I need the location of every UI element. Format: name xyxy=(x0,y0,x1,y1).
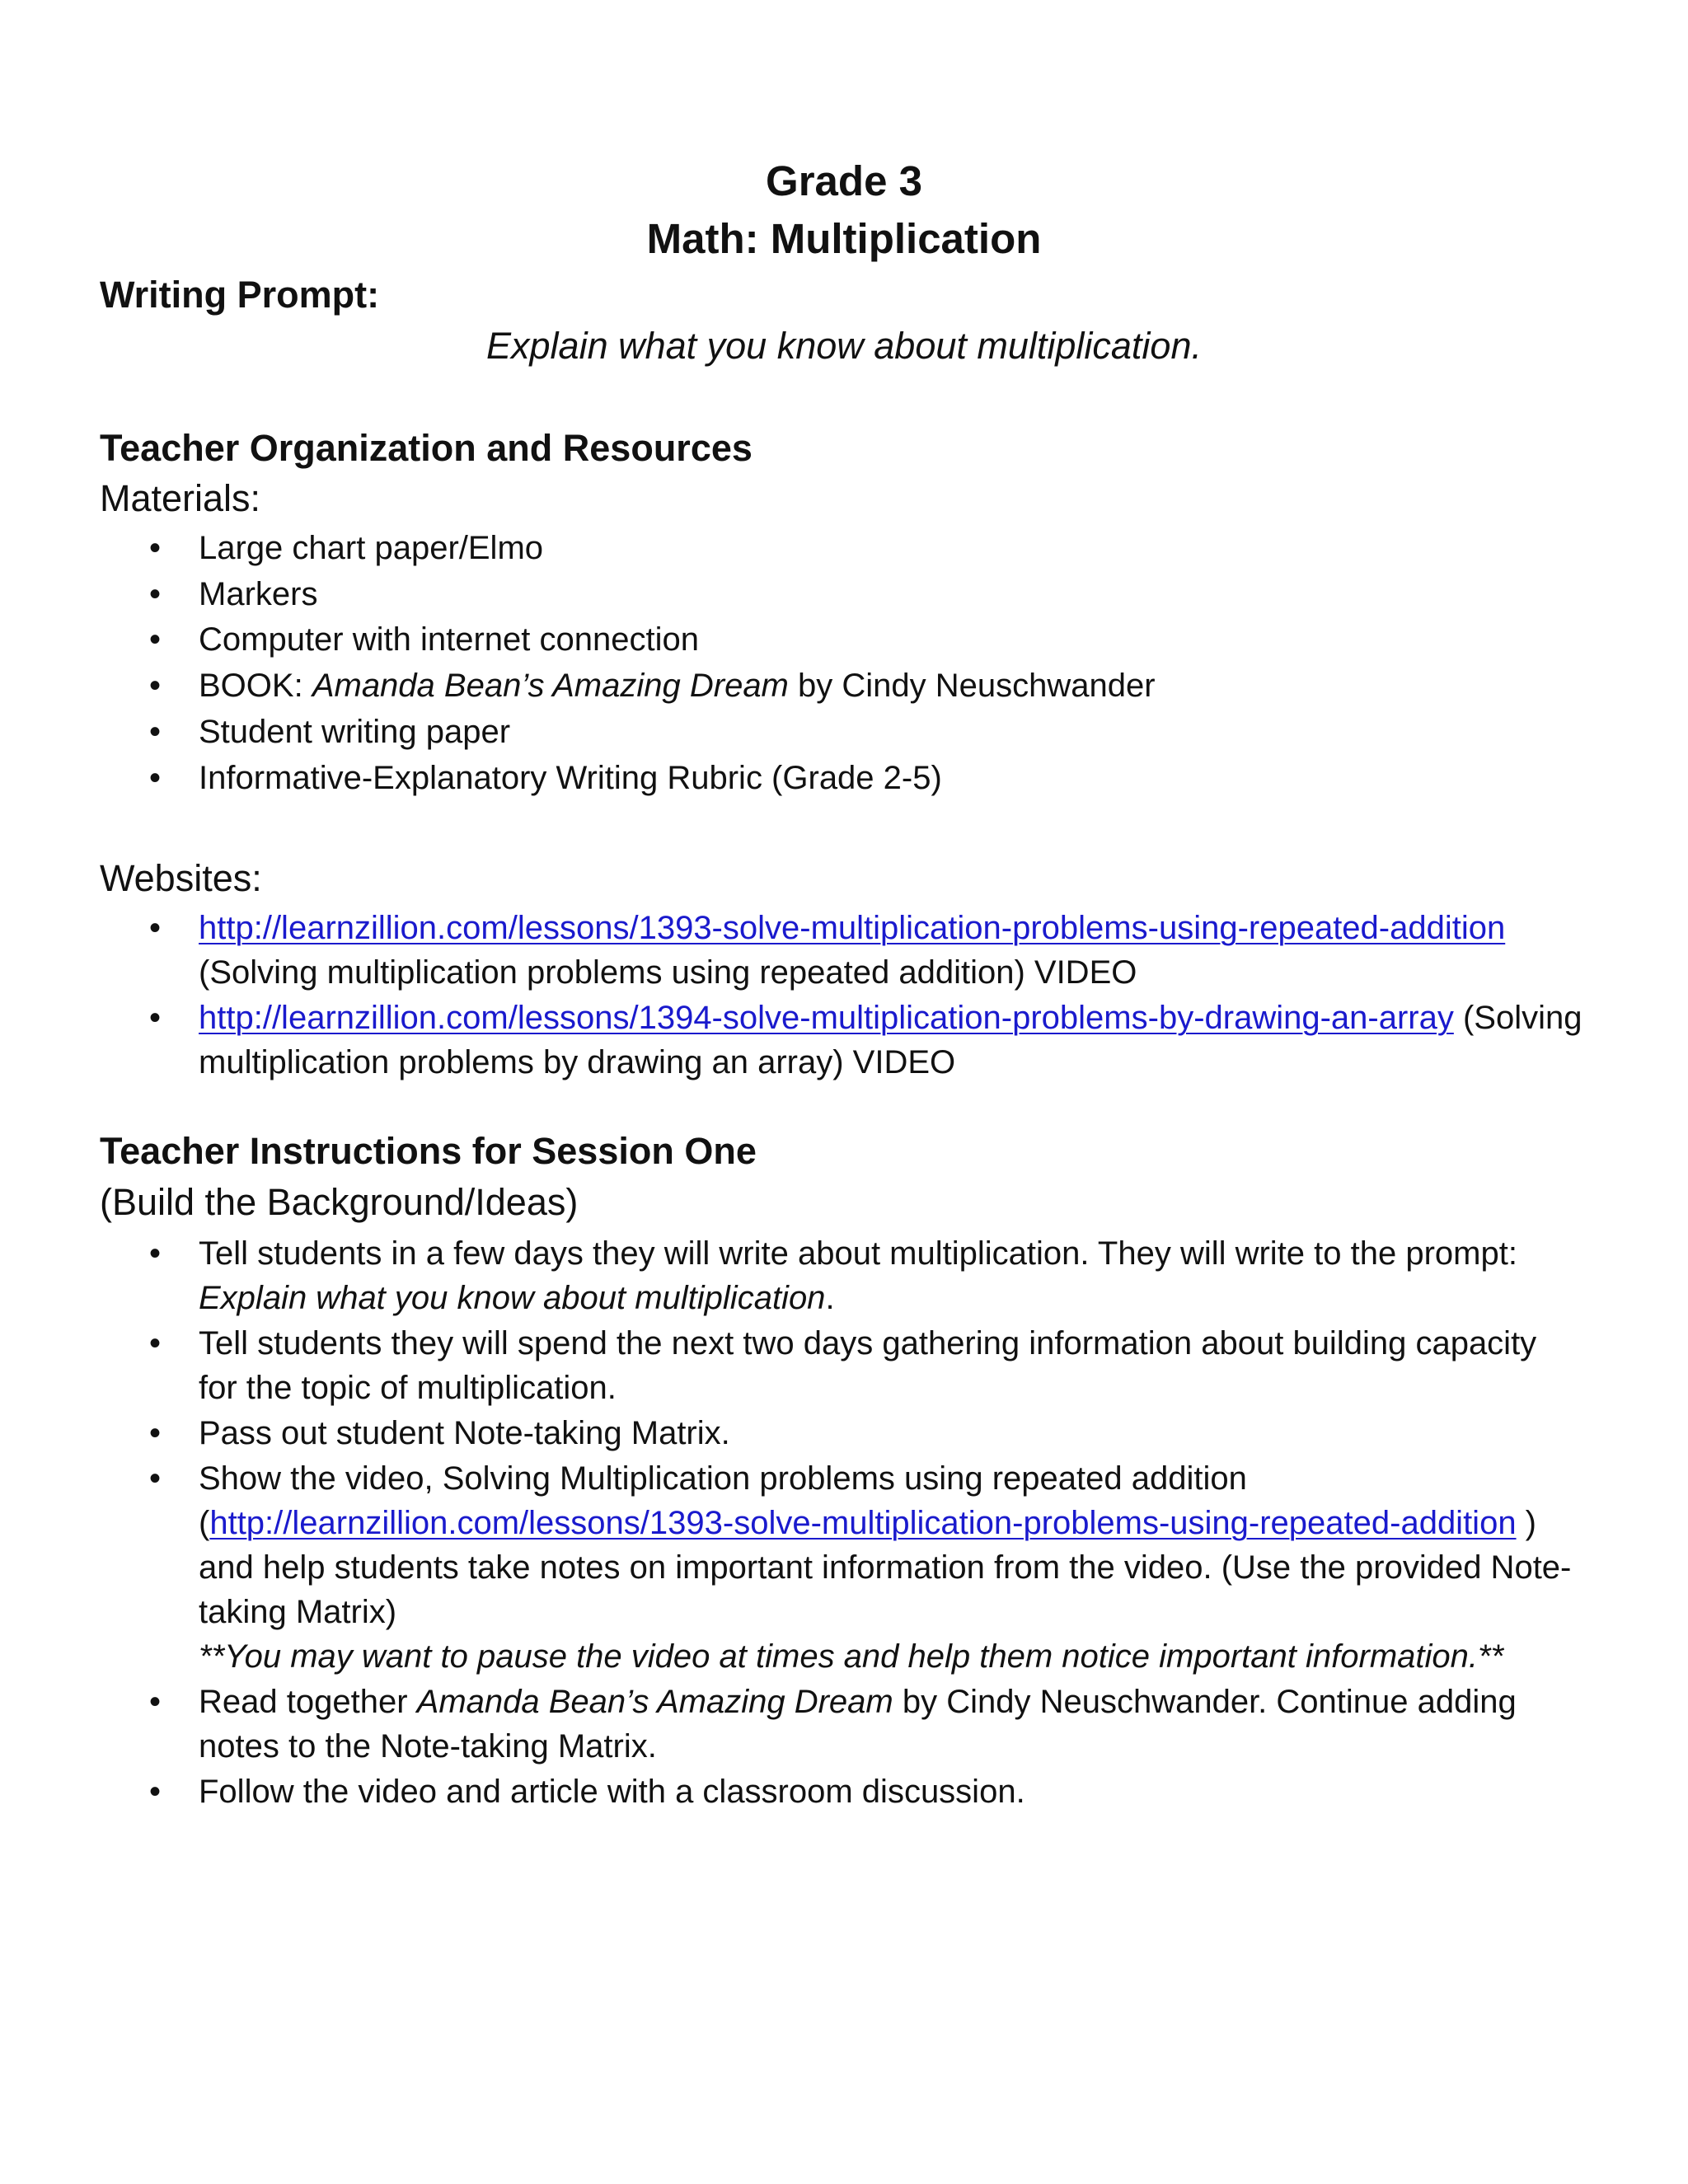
website-link-repeated-addition[interactable]: http://learnzillion.com/lessons/1393-solve-multiplication-problems-using-repeated-addition xyxy=(199,910,1506,946)
read-together: Read together xyxy=(199,1684,417,1720)
instruction-item: Follow the video and article with a classroom discussion. xyxy=(199,1774,1025,1810)
period: . xyxy=(825,1280,835,1316)
website-desc-2: multiplication problems by drawing an array) VIDEO xyxy=(199,1044,956,1080)
session-one-heading: Teacher Instructions for Session One xyxy=(100,1130,757,1172)
instruction-item-cont: taking Matrix) xyxy=(199,1594,397,1630)
book-author: by Cindy Neuschwander xyxy=(788,668,1156,704)
book-label: BOOK: xyxy=(199,668,312,704)
website-desc-2-start: (Solving xyxy=(1453,1000,1582,1036)
instruction-item-cont: and help students take notes on important information from the video. (Use the provided Note- xyxy=(199,1549,1572,1586)
material-item: Informative-Explanatory Writing Rubric (Grade 2-5) xyxy=(199,760,942,796)
instruction-item-cont xyxy=(199,1505,1536,1542)
bullet-icon: • xyxy=(149,714,162,750)
book-title: Amanda Bean’s Amazing Dream xyxy=(416,1684,893,1720)
book-author-continue: by Cindy Neuschwander. Continue adding xyxy=(893,1684,1517,1720)
document-title-subject: Math: Multiplication xyxy=(646,215,1042,262)
bullet-icon: • xyxy=(149,1415,162,1451)
material-item: Markers xyxy=(199,576,318,612)
bullet-icon: • xyxy=(149,668,162,704)
website-item-2 xyxy=(199,1000,1582,1037)
instruction-item: Pass out student Note-taking Matrix. xyxy=(199,1415,730,1451)
bullet-icon: • xyxy=(149,1235,162,1272)
bullet-icon: • xyxy=(149,760,162,796)
instruction-item-cont xyxy=(199,1280,835,1317)
material-item: Computer with internet connection xyxy=(199,621,699,658)
instruction-item: Tell students in a few days they will write about multiplication. They will write to the prompt: xyxy=(199,1235,1517,1272)
bullet-icon: • xyxy=(149,910,162,946)
instruction-item: Tell students they will spend the next two days gathering information about building capacity xyxy=(199,1325,1537,1361)
bullet-icon: • xyxy=(149,1460,162,1497)
websites-label: Websites: xyxy=(100,857,262,899)
paren-open: ( xyxy=(199,1505,210,1541)
website-link-drawing-array[interactable]: http://learnzillion.com/lessons/1394-solve-multiplication-problems-by-drawing-an-array xyxy=(199,1000,1454,1036)
website-desc-1: (Solving multiplication problems using repeated addition) VIDEO xyxy=(199,954,1137,991)
materials-label: Materials: xyxy=(100,477,261,519)
instruction-note: **You may want to pause the video at times and help them notice important information.** xyxy=(199,1638,1504,1675)
bullet-icon: • xyxy=(149,1774,162,1810)
instruction-item-cont: notes to the Note-taking Matrix. xyxy=(199,1728,657,1765)
writing-prompt-heading: Writing Prompt: xyxy=(100,274,380,316)
prompt-quote: Explain what you know about multiplication xyxy=(199,1280,826,1316)
book-title: Amanda Bean’s Amazing Dream xyxy=(312,668,789,704)
video-link-repeated-addition[interactable]: http://learnzillion.com/lessons/1393-solve-multiplication-problems-using-repeated-addition xyxy=(209,1505,1517,1541)
material-item: Large chart paper/Elmo xyxy=(199,530,544,566)
bullet-icon: • xyxy=(149,621,162,658)
material-item: Student writing paper xyxy=(199,714,511,750)
website-item-1 xyxy=(199,910,1505,947)
session-one-subheading: (Build the Background/Ideas) xyxy=(100,1181,579,1223)
organization-heading: Teacher Organization and Resources xyxy=(100,427,753,469)
instruction-item xyxy=(199,1684,1517,1721)
material-item-book xyxy=(199,668,1156,705)
bullet-icon: • xyxy=(149,576,162,612)
writing-prompt-text: Explain what you know about multiplication. xyxy=(486,325,1202,367)
bullet-icon: • xyxy=(149,1000,162,1036)
bullet-icon: • xyxy=(149,530,162,566)
instruction-item: Show the video, Solving Multiplication problems using repeated addition xyxy=(199,1460,1247,1497)
bullet-icon: • xyxy=(149,1684,162,1720)
bullet-icon: • xyxy=(149,1325,162,1361)
instruction-item-cont: for the topic of multiplication. xyxy=(199,1370,617,1406)
document-title-grade: Grade 3 xyxy=(766,157,922,204)
paren-close: ) xyxy=(1516,1505,1536,1541)
